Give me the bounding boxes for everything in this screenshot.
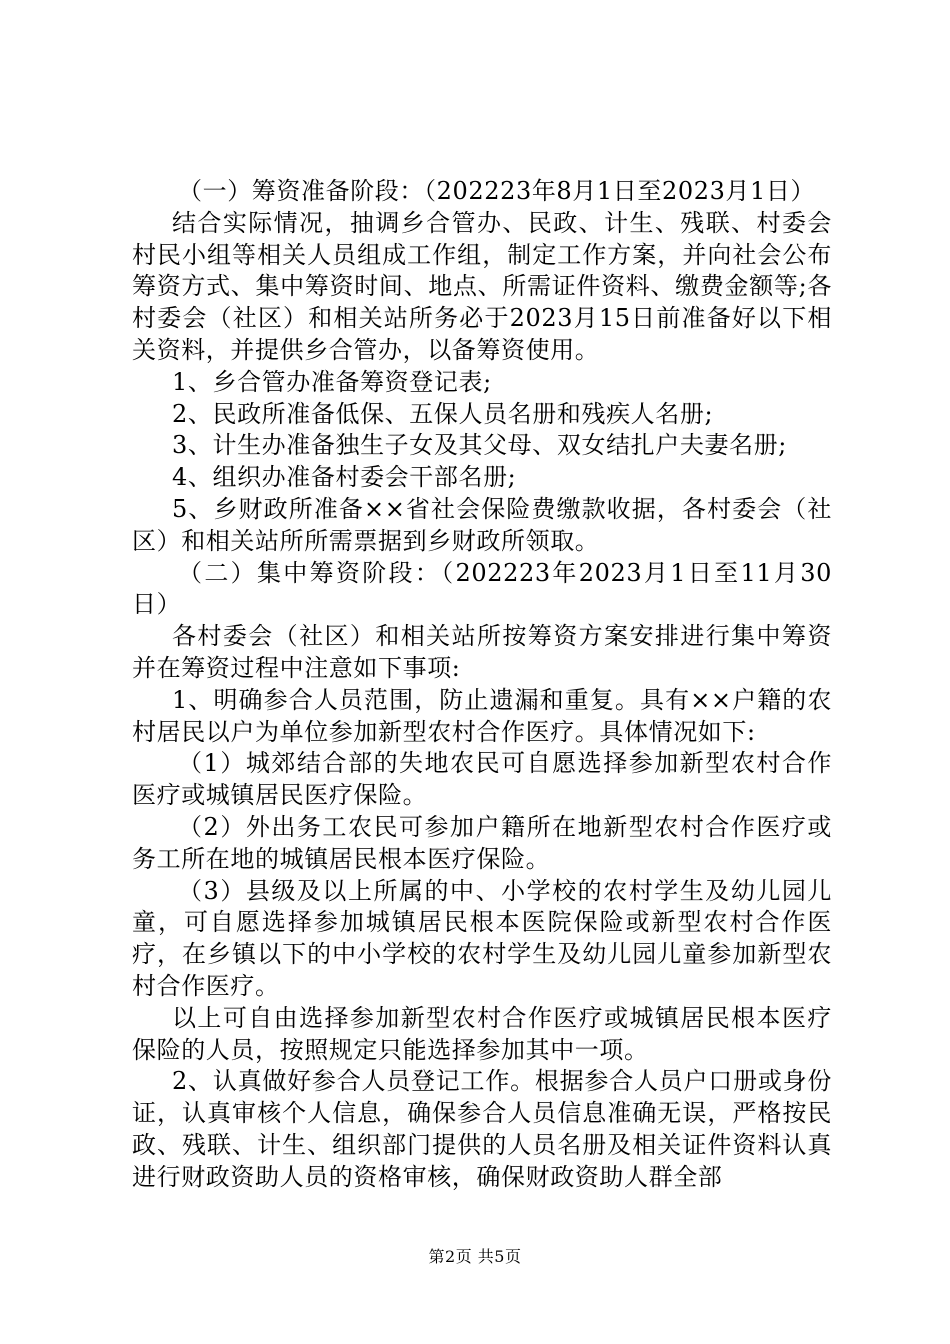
section-heading-collection: （二）集中筹资阶段：（202223年2023月1日至11月30日） (132, 558, 832, 619)
page-footer: 第2页 共5页 (428, 1247, 522, 1266)
paragraph-choice-note: 以上可自由选择参加新型农村合作医疗或城镇居民根本医疗保险的人员，按照规定只能选择参加其中一项。 (132, 1003, 832, 1064)
paragraph-preparation-detail: 结合实际情况，抽调乡合管办、民政、计生、残联、村委会村民小组等相关人员组成工作组，制定工作方案，并向社会公布筹资方式、集中筹资时间、地点、所需证件资料、缴费金额等;各村委会（社区）和相关站所务必于2023月15日前准备好以下相关资料，并提供乡合管办，以备筹资使用。 (132, 208, 832, 364)
list-item-civil-affairs-roster: 2、民政所准备低保、五保人员名册和残疾人名册; (172, 399, 714, 428)
list-item-registration-work: 2、认真做好参合人员登记工作。根据参合人员户口册或身份证，认真审核个人信息，确保参合人员信息准确无误，严格按民政、残联、计生、组织部门提供的人员名册及相关证件资料认真进行财政资助人员的资格审核，确保财政资助人群全部 (132, 1067, 832, 1191)
list-item-registration-form: 1、乡合管办准备筹资登记表; (172, 367, 492, 396)
paragraph-collection-intro: 各村委会（社区）和相关站所按筹资方案安排进行集中筹资并在筹资过程中注意如下事项: (132, 622, 832, 682)
sub-item-3: （3）县级及以上所属的中、小学校的农村学生及幼儿园儿童，可自愿选择参加城镇居民根本医院保险或新型农村合作医疗，在乡镇以下的中小学校的农村学生及幼儿园儿童参加新型农村合作医疗。 (132, 876, 832, 1000)
list-item-scope: 1、明确参合人员范围，防止遗漏和重复。具有××户籍的农村居民以户为单位参加新型农村合作医疗。具体情况如下: (132, 685, 832, 746)
list-item-finance-receipts: 5、乡财政所准备××省社会保险费缴款收据，各村委会（社区）和相关站所所需票据到乡财政所领取。 (132, 494, 832, 555)
list-item-family-planning-roster: 3、计生办准备独生子女及其父母、双女结扎户夫妻名册; (172, 431, 787, 460)
sub-item-1: （1）城郊结合部的失地农民可自愿选择参加新型农村合作医疗或城镇居民医疗保险。 (132, 749, 832, 810)
section-heading-preparation: （一）筹资准备阶段：（202223年8月1日至2023月1日） (178, 177, 816, 205)
document-body (132, 176, 832, 1194)
sub-item-2: （2）外出务工农民可参加户籍所在地新型农村合作医疗或务工所在地的城镇居民根本医疗保险。 (132, 812, 832, 873)
list-item-cadre-roster: 4、组织办准备村委会干部名册; (172, 463, 517, 492)
